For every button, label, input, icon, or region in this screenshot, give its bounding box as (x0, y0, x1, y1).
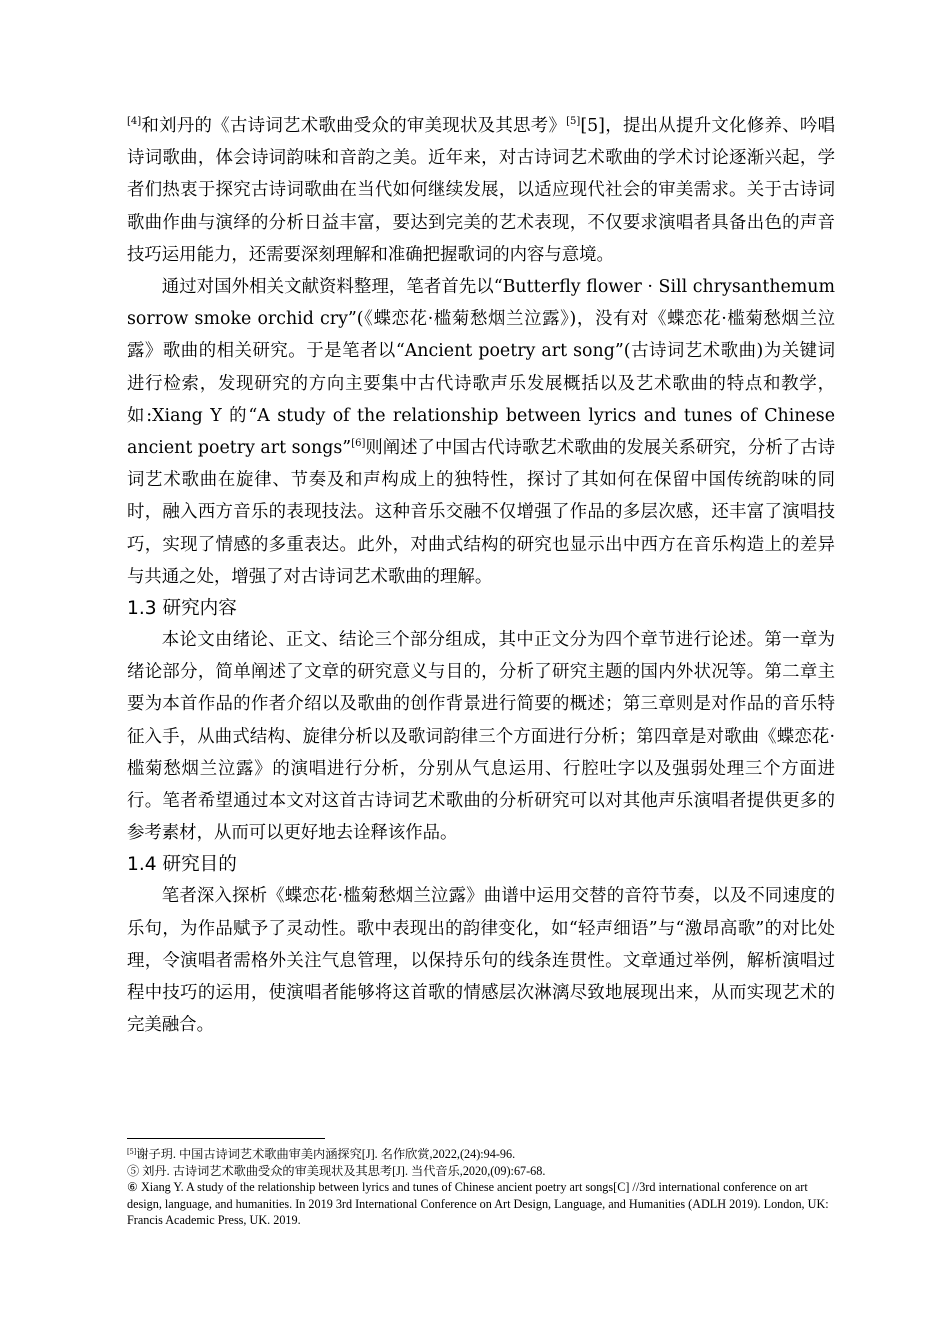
footnotes (127, 1146, 833, 1229)
paragraph-research-purpose: 笔者深入探析《蝶恋花·槛菊愁烟兰泣露》曲谱中运用交替的音符节奏，以及不同速度的乐句，为作品赋予了灵动性。歌中表现出的韵律变化，如“轻声细语”与“激昂高歌”的对比处理，令演唱者需格外关注气息管理，以保持乐句的线条连贯性。文章通过举例，解析演唱过程中技巧的运用，使演唱者能够将这首歌的情感层次淋漓尽致地展现出来，从而实现艺术的完美融合。 (127, 886, 835, 1036)
page-body (127, 110, 835, 1041)
citation-ref: [6] (351, 438, 366, 450)
section-heading-research-content: 1.3 研究内容 (127, 598, 237, 620)
paragraph-text: 则阐述了中国古代诗歌艺术歌曲的发展关系研究，分析了古诗词艺术歌曲在旋律、节奏及和声构成上的独特性，探讨了其如何在保留中国传统韵味的同时，融入西方音乐的表现技法。这种音乐交融不仅增强了作品的多层次感，还丰富了演唱技巧，实现了情感的多重表达。此外，对曲式结构的研究也显示出中西方在音乐构造上的差异与共通之处，增强了对古诗词艺术歌曲的理解。 (127, 438, 835, 587)
footnote-text: 谢子玥. 中国古诗词艺术歌曲审美内涵探究[J]. 名作欣赏,2022,(24):94-96. (136, 1147, 516, 1161)
footnote-item (127, 1146, 833, 1163)
section-heading-research-purpose: 1.4 研究目的 (127, 854, 237, 876)
paragraph-text: 通过对国外相关文献资料整理，笔者首先以“Butterfly flower · Sill chrysanthemum sorrow smoke orchid cry”(《蝶恋花·槛菊愁烟兰泣露》)，没有对《蝶恋花·槛菊愁烟兰泣露》歌曲的相关研究。于是笔者以“Ancient poetry art song”(古诗词艺术歌曲)为关键词进行检索，发现研究的方向主要集中古代诗歌声乐发展概括以及艺术歌曲的特点和教学，如:Xiang Y 的“A study of the relationship between lyrics and tunes of Chinese ancient poetry art songs” (127, 277, 835, 459)
paragraph-research-content: 本论文由绪论、正文、结论三个部分组成，其中正文分为四个章节进行论述。第一章为绪论部分，简单阐述了文章的研究意义与目的，分析了研究主题的国内外状况等。第二章主要为本首作品的作者介绍以及歌曲的创作背景进行简要的概述；第三章则是对作品的音乐特征入手，从曲式结构、旋律分析以及歌词韵律三个方面进行分析；第四章是对歌曲《蝶恋花·槛菊愁烟兰泣露》的演唱进行分析，分别从气息运用、行腔吐字以及强弱处理三个方面进行。笔者希望通过本文对这首古诗词艺术歌曲的分析研究可以对其他声乐演唱者提供更多的参考素材，从而可以更好地去诠释该作品。 (127, 630, 835, 844)
footnote-item: ⑤ 刘丹. 古诗词艺术歌曲受众的审美现状及其思考[J]. 当代音乐,2020,(09):67-68. (127, 1163, 546, 1178)
footnote-divider (127, 1138, 325, 1139)
footnote-ref: [5] (127, 1147, 137, 1156)
paragraph-literature-domestic (127, 110, 835, 271)
citation-ref: [5] (566, 116, 581, 127)
paragraph-text: [5]，提出从提升文化修养、吟唱诗词歌曲，体会诗词韵味和音韵之美。近年来，对古诗词艺术歌曲的学术讨论逐渐兴起，学者们热衷于探究古诗词歌曲在当代如何继续发展，以适应现代社会的审美需求。关于古诗词歌曲作曲与演绎的分析日益丰富，要达到完美的艺术表现，不仅要求演唱者具备出色的声音技巧运用能力，还需要深刻理解和准确把握歌词的内容与意境。 (127, 116, 835, 265)
paragraph-literature-foreign (127, 271, 835, 593)
footnote-item: ⑥ Xiang Y. A study of the relationship between lyrics and tunes of Chinese ancient poetry art songs[C] //3rd international conference on art design, language, and humanities. In 2019 3rd International Conference on Art Design, Language, and Humanities (ADLH 2019). London, UK: Francis Academic Press, UK. 2019. (127, 1180, 829, 1228)
paragraph-text: 和刘丹的《古诗词艺术歌曲受众的审美现状及其思考》 (141, 116, 567, 136)
citation-ref: [4] (127, 116, 142, 127)
